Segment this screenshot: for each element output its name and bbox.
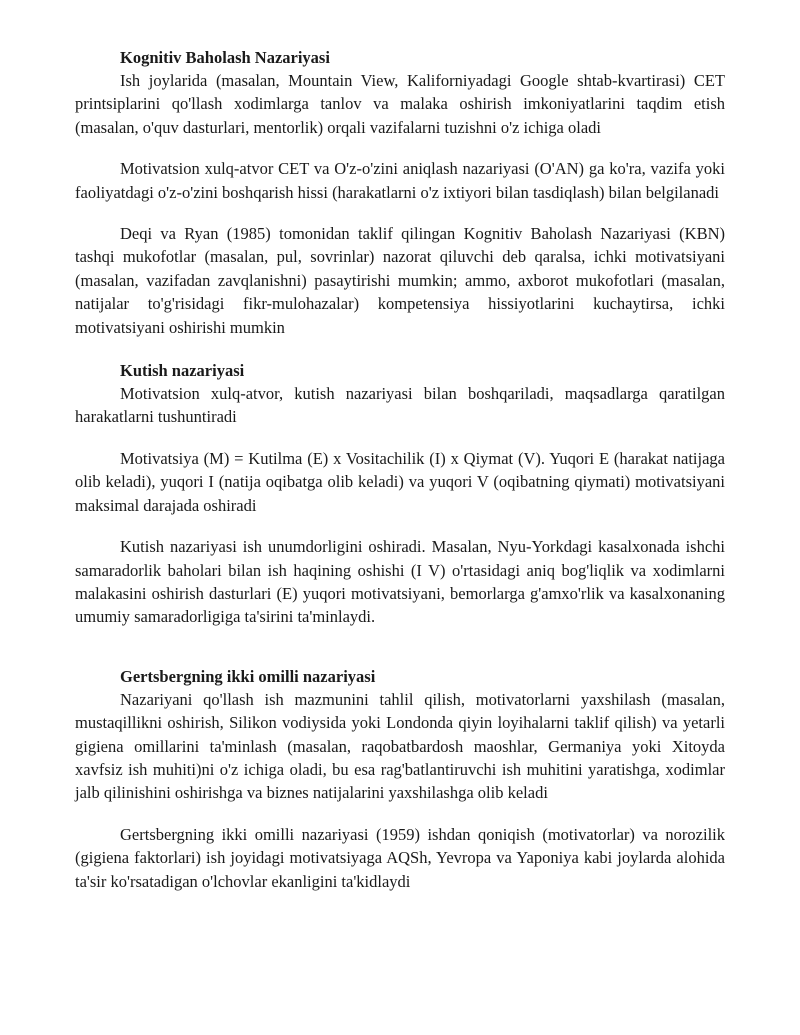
- section-herzberg-theory: [75, 665, 725, 893]
- document-page: [75, 46, 725, 893]
- paragraph: Motivatsion xulq-atvor, kutish nazariyasi bilan boshqariladi, maqsadlarga qaratilgan harakatlarni tushuntiradi: [75, 384, 725, 427]
- paragraph: Kutish nazariyasi ish unumdorligini oshiradi. Masalan, Nyu-Yorkdagi kasalxonada ishchi samaradorlik baholari bilan ish haqining oshishi (I V) o'rtasidagi aniq bog'liqlik va xodimlarni malakasini oshirish dasturlari (E) yuqori motivatsiyani, bemorlarga g'amxo'rlik va kasalxonaning umumiy samaradorligiga ta'sirini ta'minlaydi.: [75, 537, 725, 627]
- paragraph: Motivatsion xulq-atvor CET va O'z-o'zini aniqlash nazariyasi (O'AN) ga ko'ra, vazifa yoki faoliyatdagi o'z-o'zini boshqarish hissi (harakatlarni o'z ixtiyori bilan tasdiqlash) bilan belgilanadi: [75, 159, 725, 202]
- paragraph: Gertsbergning ikki omilli nazariyasi (1959) ishdan qoniqish (motivatorlar) va norozilik (gigiena faktorlari) ish joyidagi motivatsiyaga AQSh, Yevropa va Yaponiya kabi joylarda alohida ta'sir ko'rsatadigan o'lchovlar ekanligini ta'kidlaydi: [75, 824, 725, 891]
- section-heading: Kognitiv Baholash Nazariyasi: [120, 48, 330, 67]
- section-cognitive-evaluation: [75, 46, 725, 339]
- paragraph: Motivatsiya (M) = Kutilma (E) x Vositachilik (I) x Qiymat (V). Yuqori E (harakat natijaga olib keladi), yuqori I (natija oqibatga olib keladi) va yuqori V (oqibatning qiymati) motivatsiyani maksimal darajada oshiradi: [75, 448, 725, 515]
- section-expectancy-theory: [75, 359, 725, 629]
- paragraph: Deqi va Ryan (1985) tomonidan taklif qilingan Kognitiv Baholash Nazariyasi (KBN) tashqi mukofotlar (masalan, pul, sovrinlar) nazorat qiluvchi deb qaralsa, ichki motivatsiyani (masalan, vazifadan zavqlanishni) pasaytirishi mumkin; ammo, axborot mukofotlari (masalan, natijalar to'g'risidagi fikr-mulohazalar) kompetensiya hissiyotlarini kuchaytirsa, ichki motivatsiyani oshirishi mumkin: [75, 224, 725, 337]
- paragraph: Nazariyani qo'llash ish mazmunini tahlil qilish, motivatorlarni yaxshilash (masalan, mustaqillikni oshirish, Silikon vodiysida yoki Londonda qiyin loyihalarni taklif qilish) va yetarli gigiena omillarini ta'minlash (masalan, raqobatbardosh maoshlar, Germaniya yoki Xitoyda xavfsiz ish muhiti)ni o'z ichiga oladi, bu esa rag'batlantiruvchi ish muhitini yaratishga, xodimlar jalb qilinishini oshirishga va biznes natijalarini yaxshilashga olib keladi: [75, 689, 725, 803]
- paragraph: Ish joylarida (masalan, Mountain View, Kaliforniyadagi Google shtab-kvartirasi) CET printsiplarini qo'llash xodimlarga tanlov va malaka oshirish imkoniyatlarini taqdim etish (masalan, o'quv dasturlari, mentorlik) orqali vazifalarni tuzishni o'z ichiga oladi: [75, 71, 725, 137]
- section-heading: Kutish nazariyasi: [120, 361, 245, 381]
- section-heading: Gertsbergning ikki omilli nazariyasi: [120, 666, 376, 686]
